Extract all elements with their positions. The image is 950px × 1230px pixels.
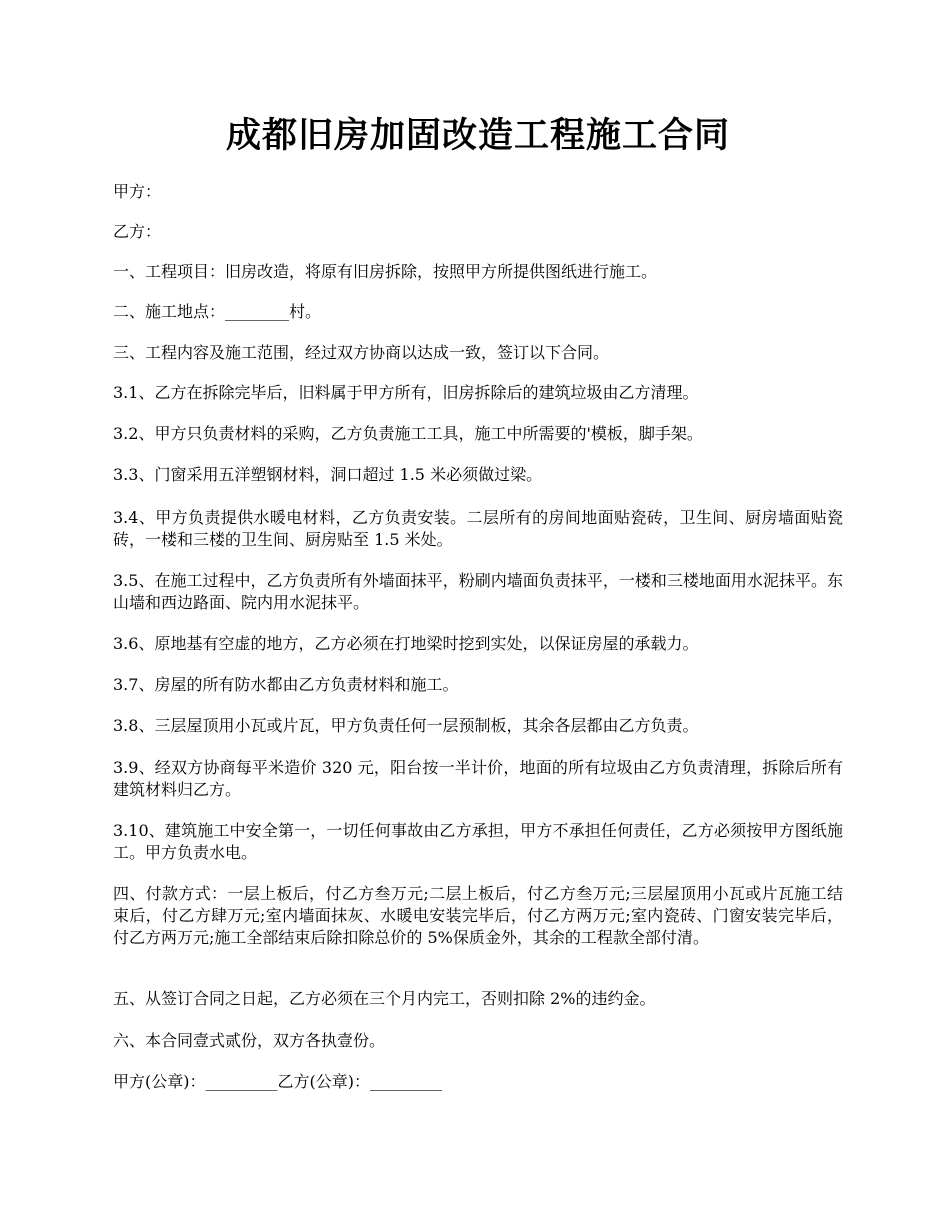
clause-3-8: 3.8、三层屋顶用小瓦或片瓦，甲方负责任何一层预制板，其余各层都由乙方负责。 — [113, 716, 699, 735]
party-b-line: 乙方： — [113, 222, 162, 241]
clause-project: 一、工程项目：旧房改造，将原有旧房拆除，按照甲方所提供图纸进行施工。 — [113, 262, 658, 281]
clause-3-2: 3.2、甲方只负责材料的采购，乙方负责施工工具，施工中所需要的'模板，脚手架。 — [113, 424, 703, 443]
clause-3-9: 3.9、经双方协商每平米造价 320 元，阳台按一半计价，地面的所有垃圾由乙方负责清理，拆除后所有建筑材料归乙方。 — [113, 758, 843, 799]
clause-deadline: 五、从签订合同之日起，乙方必须在三个月内完工，否则扣除 2%的违约金。 — [113, 989, 656, 1008]
clause-3-7: 3.7、房屋的所有防水都由乙方负责材料和施工。 — [113, 675, 459, 694]
signature-line: 甲方(公章)：_________乙方(公章)：_________ — [113, 1072, 442, 1091]
clause-scope: 三、工程内容及施工范围，经过双方协商以达成一致，签订以下合同。 — [113, 343, 610, 362]
clause-3-10: 3.10、建筑施工中安全第一，一切任何事故由乙方承担，甲方不承担任何责任，乙方必须按甲方图纸施工。甲方负责水电。 — [113, 821, 843, 862]
clause-copies: 六、本合同壹式贰份，双方各执壹份。 — [113, 1031, 386, 1050]
clause-3-4: 3.4、甲方负责提供水暖电材料，乙方负责安装。二层所有的房间地面贴瓷砖，卫生间、厨房墙面贴瓷砖，一楼和三楼的卫生间、厨房贴至 1.5 米处。 — [113, 508, 843, 549]
party-a-line: 甲方： — [113, 182, 162, 201]
clause-3-5: 3.5、在施工过程中，乙方负责所有外墙面抹平，粉刷内墙面负责抹平，一楼和三楼地面用水泥抹平。东山墙和西边路面、院内用水泥抹平。 — [113, 571, 843, 612]
clause-3-3: 3.3、门窗采用五洋塑钢材料，洞口超过 1.5 米必须做过梁。 — [113, 465, 543, 484]
document-title: 成都旧房加固改造工程施工合同 — [225, 115, 730, 156]
clause-payment: 四、付款方式：一层上板后，付乙方叁万元;二层上板后，付乙方叁万元;三层屋顶用小瓦或片瓦施工结束后，付乙方肆万元;室内墙面抹灰、水暖电安装完毕后，付乙方两万元;室内瓷砖、门窗安装完毕后，付乙方两万元;施工全部结束后除扣除总价的 5%保质金外，其余的工程款全部付清。 — [113, 884, 843, 947]
clause-3-6: 3.6、原地基有空虚的地方，乙方必须在打地梁时挖到实处，以保证房屋的承载力。 — [113, 634, 699, 653]
clause-3-1: 3.1、乙方在拆除完毕后，旧料属于甲方所有，旧房拆除后的建筑垃圾由乙方清理。 — [113, 383, 699, 402]
clause-location: 二、施工地点：________村。 — [113, 302, 322, 321]
